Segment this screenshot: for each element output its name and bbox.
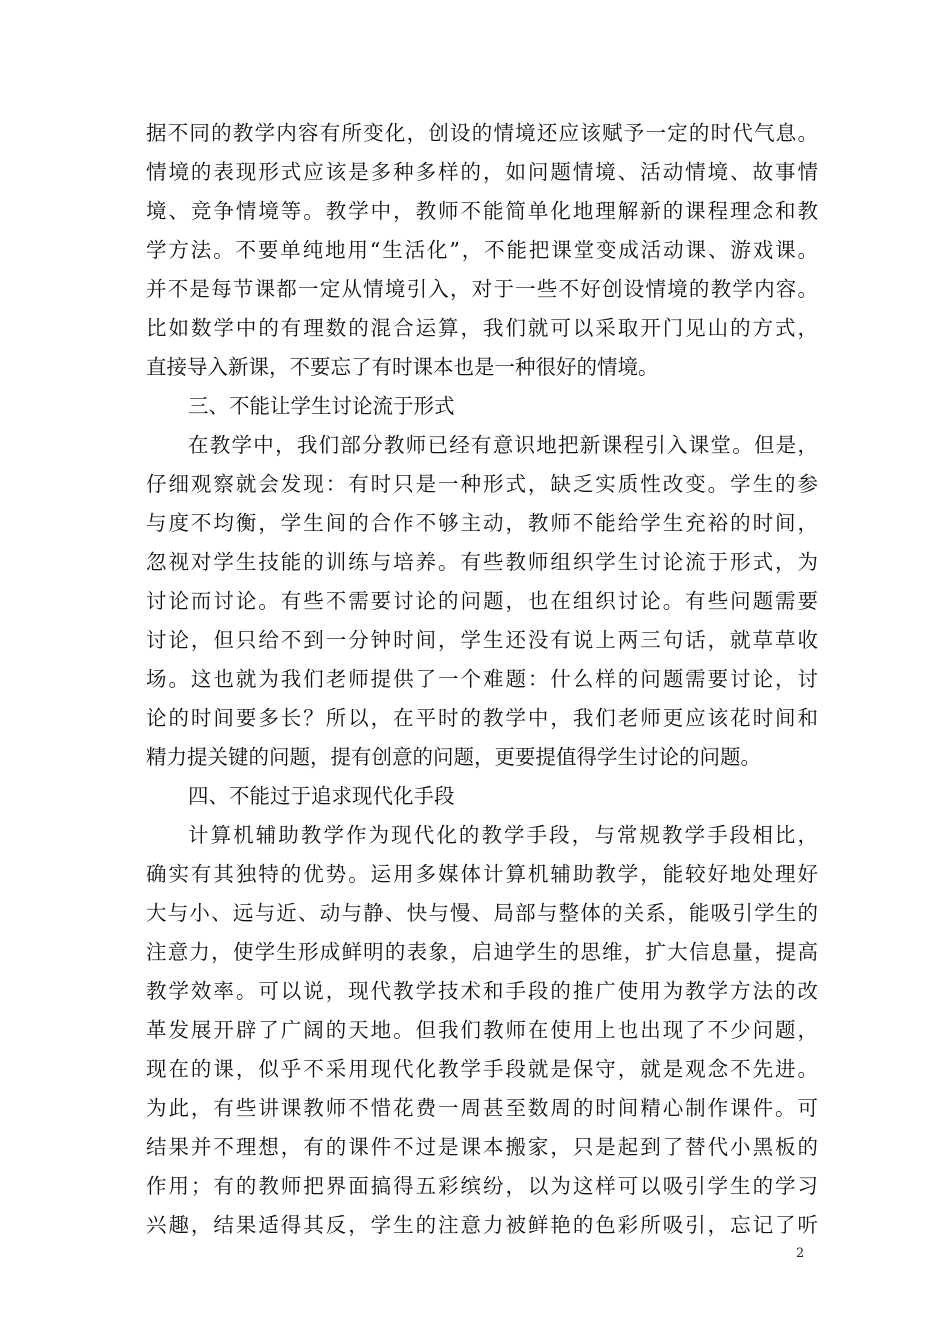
text-line: 仔细观察就会发现：有时只是一种形式，缺乏实质性改变。学生的参 [146,472,818,496]
text-line: 教学效率。可以说，现代教学技术和手段的推广使用为教学方法的改 [146,979,818,1003]
text-line: 据不同的教学内容有所变化，创设的情境还应该赋予一定的时代气息。 [146,121,818,145]
text-line: 比如数学中的有理数的混合运算，我们就可以采取开门见山的方式， [146,316,818,340]
text-line: 革发展开辟了广阔的天地。但我们教师在使用上也出现了不少问题， [146,1018,818,1042]
text-line: 并不是每节课都一定从情境引入，对于一些不好创设情境的教学内容。 [146,277,818,301]
text-line: 学方法。不要单纯地用“生活化”，不能把课堂变成活动课、游戏课。 [146,238,818,262]
text-line: 注意力，使学生形成鲜明的表象，启迪学生的思维，扩大信息量，提高 [146,940,818,964]
text-line: 在教学中，我们部分教师已经有意识地把新课程引入课堂。但是， [188,433,818,457]
text-line: 忽视对学生技能的训练与培养。有些教师组织学生讨论流于形式，为 [146,550,818,574]
text-line: 与度不均衡，学生间的合作不够主动，教师不能给学生充裕的时间， [146,511,818,535]
section-heading: 四、不能过于追求现代化手段 [188,784,455,808]
text-line: 讨论而讨论。有些不需要讨论的问题，也在组织讨论。有些问题需要 [146,589,818,613]
text-line: 现在的课，似乎不采用现代化教学手段就是保守，就是观念不先进。 [146,1057,818,1081]
page-number: 2 [796,1246,805,1261]
text-line: 境、竞争情境等。教学中，教师不能简单化地理解新的课程理念和教 [146,199,818,223]
text-line: 计算机辅助教学作为现代化的教学手段，与常规教学手段相比， [188,823,818,847]
text-line: 作用；有的教师把界面搞得五彩缤纷，以为这样可以吸引学生的学习 [146,1174,818,1198]
text-line: 为此，有些讲课教师不惜花费一周甚至数周的时间精心制作课件。可 [146,1096,818,1120]
text-line: 结果并不理想，有的课件不过是课本搬家，只是起到了替代小黑板的 [146,1135,818,1159]
text-line: 大与小、远与近、动与静、快与慢、局部与整体的关系，能吸引学生的 [146,901,818,925]
text-line: 精力提关键的问题，提有创意的问题，更要提值得学生讨论的问题。 [146,745,761,769]
text-line: 确实有其独特的优势。运用多媒体计算机辅助教学，能较好地处理好 [146,862,818,886]
text-line: 场。这也就为我们老师提供了一个难题：什么样的问题需要讨论，讨 [146,667,818,691]
text-line: 直接导入新课，不要忘了有时课本也是一种很好的情境。 [146,355,659,379]
text-line: 情境的表现形式应该是多种多样的，如问题情境、活动情境、故事情 [146,160,818,184]
text-line: 论的时间要多长？所以，在平时的教学中，我们老师更应该花时间和 [146,706,818,730]
section-heading: 三、不能让学生讨论流于形式 [188,394,455,418]
text-line: 讨论，但只给不到一分钟时间，学生还没有说上两三句话，就草草收 [146,628,818,652]
text-line: 兴趣，结果适得其反，学生的注意力被鲜艳的色彩所吸引，忘记了听 [146,1213,818,1237]
